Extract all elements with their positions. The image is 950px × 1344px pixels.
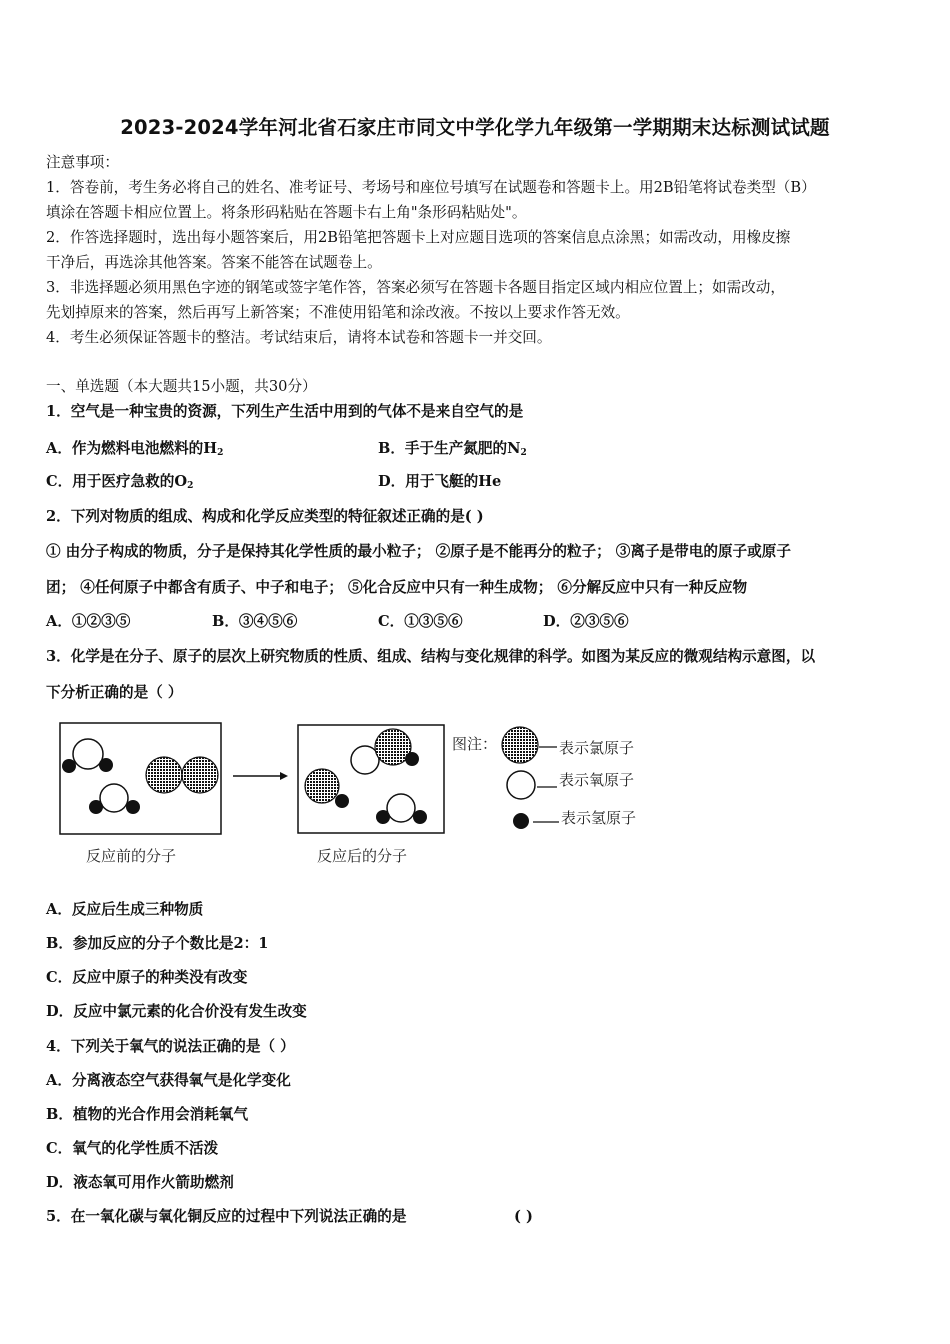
q2-option-d[interactable]: D．②③⑤⑥: [543, 613, 629, 630]
hydrogen-atom: [405, 752, 419, 766]
section-heading: 一、单选题（本大题共15小题，共30分）: [46, 378, 317, 395]
q1-option-a[interactable]: [46, 440, 223, 462]
q4-option-d[interactable]: D．液态氧可用作火箭助燃剂: [46, 1174, 234, 1191]
hydrogen-atom: [376, 810, 390, 824]
legend-hydrogen-atom: [513, 813, 529, 829]
legend-hydrogen-label: 表示氢原子: [561, 809, 637, 827]
q3-stem-cont: 下分析正确的是（ ）: [46, 684, 183, 701]
hydrogen-atom: [335, 794, 349, 808]
q1-option-d[interactable]: D．用于飞艇的He: [378, 473, 502, 490]
chlorine-atom: [305, 769, 339, 803]
caption-before: 反应前的分子: [86, 847, 177, 865]
q3-option-b[interactable]: B．参加反应的分子个数比是2：1: [46, 935, 269, 952]
q3-option-d[interactable]: D．反应中氯元素的化合价没有发生改变: [46, 1003, 307, 1020]
q5-answer-paren: ( ): [514, 1208, 533, 1225]
q4-option-a[interactable]: A．分离液态空气获得氧气是化学变化: [46, 1072, 291, 1089]
oxygen-atom: [387, 794, 415, 822]
hydrogen-atom: [413, 810, 427, 824]
notice-line: 先划掉原来的答案，然后再写上新答案；不准使用铅笔和涂改液。不按以上要求作答无效。: [46, 304, 630, 321]
q1-option-c-sub: 2: [187, 481, 194, 491]
hydrogen-atom: [99, 758, 113, 772]
q1-option-c[interactable]: [46, 473, 193, 495]
q3-stem: 3．化学是在分子、原子的层次上研究物质的性质、组成、结构与变化规律的科学。如图为某反应的微观结构示意图，以: [46, 648, 816, 665]
notice-heading: 注意事项：: [46, 154, 119, 171]
q1-option-a-sub: 2: [217, 448, 224, 458]
oxygen-atom: [100, 784, 128, 812]
q1-stem: 1．空气是一种宝贵的资源，下列生产生活中用到的气体不是来自空气的是: [46, 403, 524, 420]
q4-option-b[interactable]: B．植物的光合作用会消耗氧气: [46, 1106, 249, 1123]
q1-option-b[interactable]: [378, 440, 527, 462]
hydrogen-atom: [126, 800, 140, 814]
notice-line: 3．非选择题必须用黑色字迹的钢笔或签字笔作答，答案必须写在答题卡各题目指定区域内相应位置上；如需改动，: [46, 279, 785, 296]
caption-after: 反应后的分子: [317, 847, 408, 865]
hydrogen-atom: [89, 800, 103, 814]
q4-option-c[interactable]: C．氧气的化学性质不活泼: [46, 1140, 219, 1157]
page-title: 2023-2024学年河北省石家庄市同文中学化学九年级第一学期期末达标测试试题: [120, 116, 830, 139]
q2-option-a[interactable]: A．①②③⑤: [46, 613, 131, 630]
legend-title: 图注：: [452, 735, 498, 753]
legend-chlorine-atom: [502, 727, 538, 763]
q2-option-c[interactable]: C．①③⑤⑥: [378, 613, 463, 630]
notice-line: 填涂在答题卡相应位置上。将条形码粘贴在答题卡右上角"条形码粘贴处"。: [46, 204, 527, 221]
reaction-diagram: [55, 718, 675, 848]
q4-stem: 4．下列关于氧气的说法正确的是（ ）: [46, 1038, 295, 1055]
q1-option-a-text: A．作为燃料电池燃料的H: [46, 440, 218, 457]
reaction-arrow-head: [280, 772, 288, 780]
notice-line: 4．考生必须保证答题卡的整洁。考试结束后，请将本试卷和答题卡一并交回。: [46, 329, 552, 346]
legend-chlorine-label: 表示氯原子: [559, 739, 635, 757]
q3-option-c[interactable]: C．反应中原子的种类没有改变: [46, 969, 248, 986]
q2-stem: 2．下列对物质的组成、构成和化学反应类型的特征叙述正确的是( ): [46, 508, 484, 525]
chlorine-atom: [182, 757, 218, 793]
oxygen-atom: [73, 739, 103, 769]
legend-oxygen-atom: [507, 771, 535, 799]
notice-line: 2．作答选择题时，选出每小题答案后，用2B铅笔把答题卡上对应题目选项的答案信息点涂黑；如需改动，用橡皮擦: [46, 229, 791, 246]
q2-statements-line2: 团； ④任何原子中都含有质子、中子和电子； ⑤化合反应中只有一种生成物； ⑥分解反应中只有一种反应物: [46, 579, 748, 596]
q3-option-a[interactable]: A．反应后生成三种物质: [46, 901, 204, 918]
q5-stem: 5．在一氧化碳与氧化铜反应的过程中下列说法正确的是: [46, 1208, 407, 1225]
q1-option-b-text: B．手于生产氮肥的N: [378, 440, 521, 457]
legend-oxygen-label: 表示氧原子: [559, 771, 635, 789]
q1-option-c-text: C．用于医疗急救的O: [46, 473, 188, 490]
hydrogen-atom: [62, 759, 76, 773]
q2-statements-line1: ① 由分子构成的物质，分子是保持其化学性质的最小粒子； ②原子是不能再分的粒子； ③离子是带电的原子或原子: [46, 543, 791, 560]
notice-line: 干净后，再选涂其他答案。答案不能答在试题卷上。: [46, 254, 382, 271]
notice-line: 1．答卷前，考生务必将自己的姓名、准考证号、考场号和座位号填写在试题卷和答题卡上。用2B铅笔将试卷类型（B）: [46, 179, 816, 196]
q1-option-b-sub: 2: [520, 448, 527, 458]
q2-option-b[interactable]: B．③④⑤⑥: [212, 613, 298, 630]
chlorine-atom: [146, 757, 182, 793]
